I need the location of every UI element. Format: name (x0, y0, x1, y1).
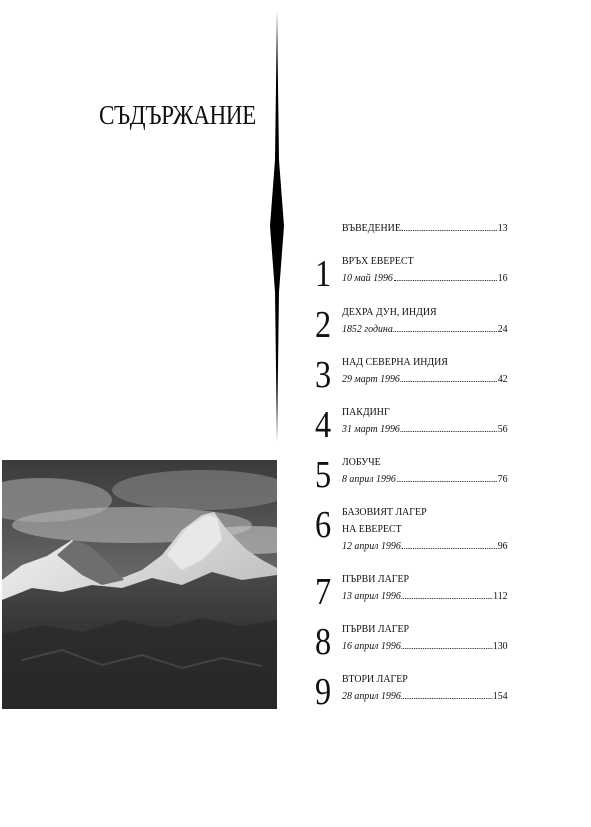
chapter-title: ВТОРИ ЛАГЕР (342, 673, 408, 685)
chapter-number: 4 (315, 404, 332, 446)
chapter-title: ДЕХРА ДУН, ИНДИЯ (342, 306, 437, 318)
chapter-number: 6 (315, 504, 332, 546)
everest-photo (2, 460, 277, 709)
chapter-page: 130 (492, 640, 508, 652)
chapter-page: 76 (497, 473, 508, 485)
chapter-page: 112 (493, 590, 508, 602)
chapter-date: 16 април 1996 (342, 640, 401, 652)
chapter-title: ПАКДИНГ (342, 406, 390, 418)
chapter-number: 9 (315, 671, 332, 713)
chapter-title: ВРЪХ ЕВЕРЕСТ (342, 255, 414, 267)
decorative-spine (268, 10, 286, 442)
chapter-title: БАЗОВИЯТ ЛАГЕР (342, 506, 427, 518)
intro-page: 13 (497, 222, 508, 234)
chapter-date: 1852 година (342, 323, 393, 335)
chapter-number: 8 (315, 621, 332, 663)
chapter-page: 154 (492, 690, 508, 702)
chapter-date: 12 април 1996 (342, 540, 401, 552)
chapter-title: НАД СЕВЕРНА ИНДИЯ (342, 356, 448, 368)
chapter-title: ЛОБУЧЕ (342, 456, 381, 468)
chapter-date: 28 април 1996 (342, 690, 401, 702)
chapter-number: 2 (315, 304, 332, 346)
chapter-title-line2: НА ЕВЕРЕСТ (342, 523, 402, 535)
chapter-date: 10 май 1996 (342, 272, 393, 284)
chapter-date: 31 март 1996 (342, 423, 400, 435)
chapter-page: 96 (497, 540, 508, 552)
chapter-page: 42 (497, 373, 508, 385)
page-title: СЪДЪРЖАНИЕ (99, 100, 256, 130)
chapter-number: 3 (315, 354, 332, 396)
chapter-page: 56 (497, 423, 508, 435)
chapter-title: ПЪРВИ ЛАГЕР (342, 573, 410, 585)
chapter-number: 7 (315, 571, 332, 613)
intro-label: ВЪВЕДЕНИЕ (342, 222, 401, 234)
chapter-number: 1 (315, 253, 332, 295)
chapter-page: 16 (497, 272, 508, 284)
chapter-date: 8 април 1996 (342, 473, 396, 485)
chapter-page: 24 (497, 323, 508, 335)
chapter-date: 29 март 1996 (342, 373, 400, 385)
chapter-date: 13 април 1996 (342, 590, 401, 602)
chapter-title: ПЪРВИ ЛАГЕР (342, 623, 410, 635)
chapter-number: 5 (315, 454, 332, 496)
